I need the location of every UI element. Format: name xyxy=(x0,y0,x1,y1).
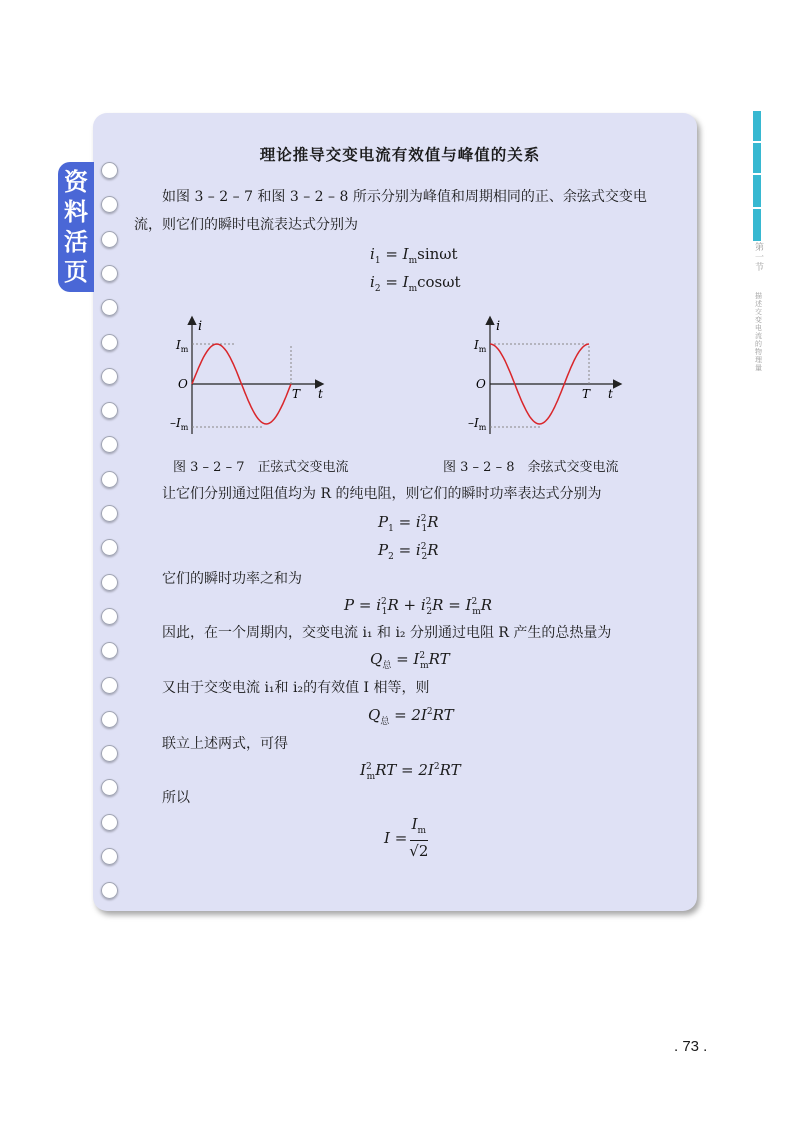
side-tab-char: 活 xyxy=(64,228,88,256)
binder-ring xyxy=(101,882,118,899)
equation-power-sum: $P = i^2_1R + i^2_2R = I^2_mR$ xyxy=(344,596,493,617)
binder-ring xyxy=(101,505,118,522)
label-neg-im: $-I_m$ xyxy=(170,416,189,432)
binder-ring xyxy=(101,471,118,488)
equation-combined: $I^2_mRT = 2I^2RT$ xyxy=(360,761,461,782)
label-origin: O xyxy=(476,377,486,391)
binder-ring xyxy=(101,436,118,453)
binder-ring xyxy=(101,196,118,213)
equation-p2: $P_2 = i^2_2R$ xyxy=(378,541,439,562)
right-margin-label-top: 第 一 节 xyxy=(755,243,765,273)
binder-ring xyxy=(101,265,118,282)
right-margin-label-bottom: 描 述 交 变 电 流 的 物 理 量 xyxy=(755,292,762,372)
label-period: T xyxy=(292,387,301,401)
paragraph-line: 让它们分别通过阻值均为 R 的纯电阻，则它们的瞬时功率表达式分别为 xyxy=(162,486,602,502)
equation-i1: $i_1 = I_m\sin\omega t$ xyxy=(370,245,458,266)
paragraph-line: 它们的瞬时功率之和为 xyxy=(162,571,302,587)
paragraph-line: 如图 3 – 2 – 7 和图 3 – 2 – 8 所示分别为峰值和周期相同的正、余弦式交变电 xyxy=(162,189,647,205)
page-number: . 73 . xyxy=(674,1038,708,1055)
side-tab-char: 资 xyxy=(64,168,88,196)
paragraph-line: 流，则它们的瞬时电流表达式分别为 xyxy=(134,217,358,233)
binder-ring xyxy=(101,368,118,385)
binder-ring xyxy=(101,539,118,556)
equation-effective-heat: $Q_总 = 2I^2RT$ xyxy=(368,706,454,727)
label-im: $I_m$ xyxy=(176,338,189,354)
figure-cosine-current xyxy=(448,312,638,442)
right-margin-strip xyxy=(753,111,761,241)
binder-ring xyxy=(101,711,118,728)
equation-p1: $P_1 = i^2_1R$ xyxy=(378,513,439,534)
side-tab-char: 料 xyxy=(64,198,88,226)
binder-ring xyxy=(101,231,118,248)
label-origin: O xyxy=(178,377,188,391)
binder-ring xyxy=(101,402,118,419)
axis-label-i: i xyxy=(198,319,203,334)
paragraph-line: 所以 xyxy=(162,790,190,806)
equation-i2: $i_2 = I_m\cos\omega t$ xyxy=(370,273,461,294)
figure-caption: 图 3 – 2 – 7 正弦式交变电流 xyxy=(173,460,349,475)
axis-label-t: t xyxy=(318,387,323,401)
page-title: 理论推导交变电流有效值与峰值的关系 xyxy=(259,146,541,164)
paragraph-line: 又由于交变电流 i₁和 i₂的有效值 I 相等，则 xyxy=(162,680,430,696)
side-tab-char: 页 xyxy=(64,258,88,286)
equation-total-heat: $Q_总 = I^2_mRT$ xyxy=(370,650,450,671)
label-im: $I_m$ xyxy=(474,338,487,354)
paragraph-line: 联立上述两式，可得 xyxy=(162,736,288,752)
label-period: T xyxy=(582,387,591,401)
binder-ring xyxy=(101,574,118,591)
paragraph-line: 因此，在一个周期内，交变电流 i₁ 和 i₂ 分别通过电阻 R 产生的总热量为 xyxy=(162,625,612,641)
axis-label-t: t xyxy=(608,387,613,401)
binder-ring xyxy=(101,642,118,659)
figure-caption: 图 3 – 2 – 8 余弦式交变电流 xyxy=(443,460,619,475)
binder-ring xyxy=(101,848,118,865)
binder-ring xyxy=(101,745,118,762)
equation-result: I = $\frac{I_m}{√2}$ xyxy=(384,815,429,860)
binder-ring xyxy=(101,814,118,831)
binder-ring xyxy=(101,334,118,351)
binder-ring xyxy=(101,779,118,796)
binder-ring xyxy=(101,677,118,694)
label-neg-im: $-I_m$ xyxy=(468,416,487,432)
binder-ring xyxy=(101,608,118,625)
binder-ring xyxy=(101,299,118,316)
side-tab-resource-page xyxy=(58,162,94,292)
figure-sine-current xyxy=(150,312,340,442)
axis-label-i: i xyxy=(496,319,501,334)
